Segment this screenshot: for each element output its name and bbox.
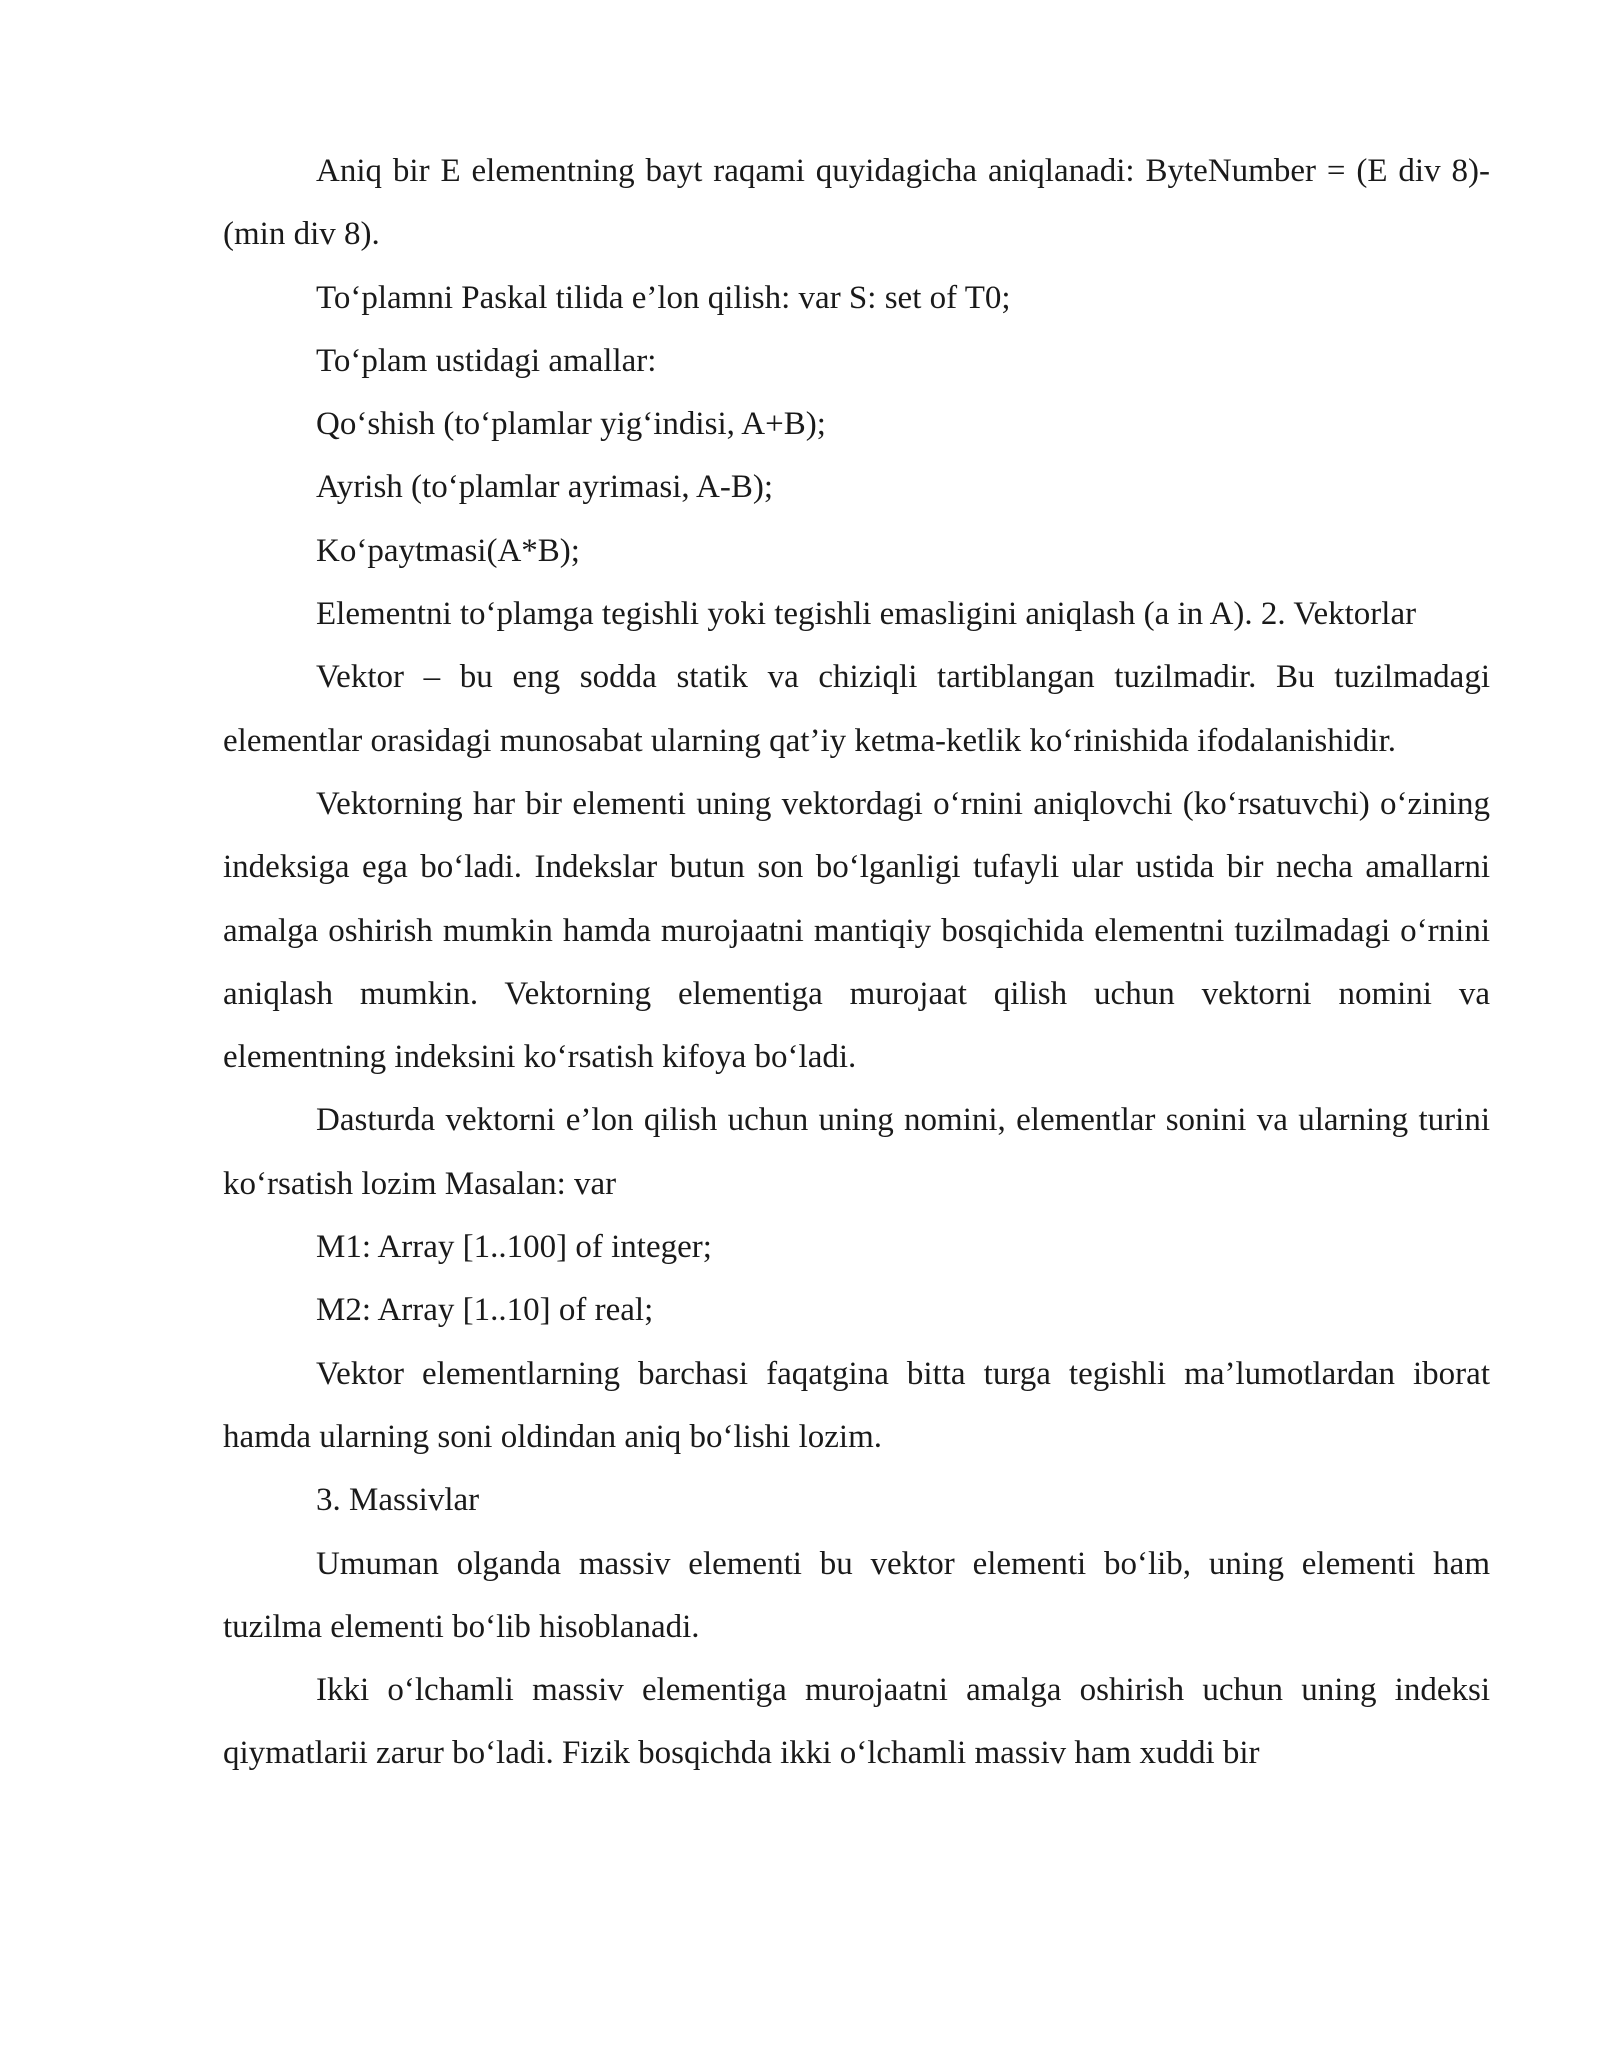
section-heading-arrays: 3. Massivlar: [316, 1482, 480, 1519]
list-item-difference: Ayrish (to‘plamlar ayrimasi, A-B);: [316, 469, 774, 506]
paragraph-vector-definition: Vektor – bu eng sodda statik va chiziqli tartiblangan tuzilmadir. Bu tuzilmadagi elementlar orasidagi munosabat ularning qat’iy ketma-ketlik ko‘rinishida ifodalanishidir.: [223, 659, 1490, 759]
list-item-union: Qo‘shish (to‘plamlar yig‘indisi, A+B);: [316, 406, 826, 443]
paragraph-membership-vectors: Elementni to‘plamga tegishli yoki tegishli emasligini aniqlash (a in A). 2. Vektorlar: [316, 596, 1417, 633]
paragraph-vector-index: Vektorning har bir elementi uning vektordagi o‘rnini aniqlovchi (ko‘rsatuvchi) o‘zining indeksiga ega bo‘ladi. Indekslar butun son bo‘lganligi tufayli ular ustida bir necha amallarni amalga oshirish mumkin hamda murojaatni mantiqiy bosqichida elementni tuzilmadagi o‘rnini aniqlash mumkin. Vektorning elementiga murojaat qilish uchun vektorni nomini va elementning indeksini ko‘rsatish kifoya bo‘ladi.: [223, 785, 1490, 1076]
paragraph-array-element: Umuman olganda massiv elementi bu vektor elementi bo‘lib, uning elementi ham tuzilma elementi bo‘lib hisoblanadi.: [223, 1545, 1490, 1645]
paragraph-byte-number: Aniq bir E elementning bayt raqami quyidagicha aniqlanadi: ByteNumber = (E div 8)-(min div 8).: [223, 153, 1490, 253]
paragraph-set-operations-heading: To‘plam ustidagi amallar:: [316, 342, 657, 379]
paragraph-set-declaration: To‘plamni Paskal tilida e’lon qilish: var S: set of T0;: [316, 279, 1011, 316]
list-item-intersection: Ko‘paytmasi(A*B);: [316, 532, 580, 569]
paragraph-vector-declaration: Dasturda vektorni e’lon qilish uchun uning nomini, elementlar sonini va ularning turini ko‘rsatish lozim Masalan: var: [223, 1102, 1490, 1202]
code-line-m2: M2: Array [1..10] of real;: [316, 1292, 654, 1329]
code-line-m1: M1: Array [1..100] of integer;: [316, 1229, 712, 1266]
document-page: [223, 140, 1490, 1786]
paragraph-vector-elements-type: Vektor elementlarning barchasi faqatgina bitta turga tegishli ma’lumotlardan iborat hamda ularning soni oldindan aniq bo‘lishi lozim.: [223, 1355, 1490, 1455]
paragraph-two-dimensional-array: Ikki o‘lchamli massiv elementiga murojaatni amalga oshirish uchun uning indeksi qiymatlarii zarur bo‘ladi. Fizik bosqichda ikki o‘lchamli massiv ham xuddi bir: [223, 1672, 1490, 1772]
